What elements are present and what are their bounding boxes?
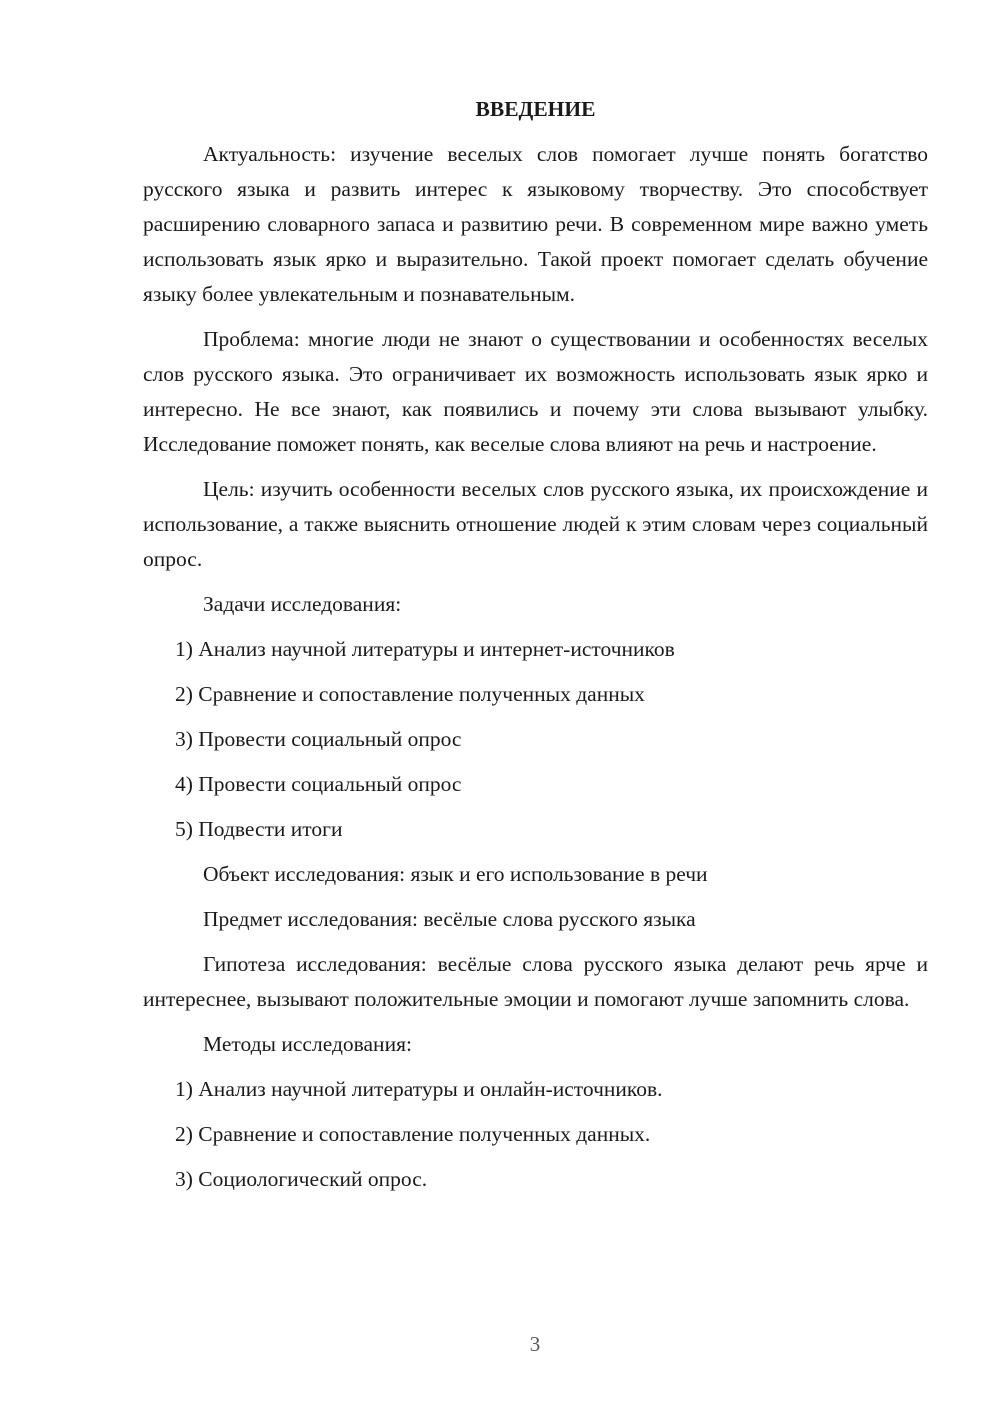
list-item: 5) Подвести итоги: [175, 817, 343, 841]
list-item: 4) Провести социальный опрос: [175, 772, 462, 796]
list-item: 1) Анализ научной литературы и онлайн-источников.: [175, 1077, 663, 1101]
research-object: Объект исследования: язык и его использование в речи: [203, 862, 708, 886]
list-item: 2) Сравнение и сопоставление полученных данных: [175, 682, 645, 706]
methods-heading: Методы исследования:: [203, 1032, 412, 1056]
list-item: 1) Анализ научной литературы и интернет-источников: [175, 637, 675, 661]
list-item: 3) Социологический опрос.: [175, 1167, 428, 1191]
list-item: 3) Провести социальный опрос: [175, 727, 462, 751]
relevance-paragraph: Актуальность: изучение веселых слов помогает лучше понять богатство русского языка и развить интерес к языковому творчеству. Это способствует расширению словарного запаса и развитию речи. В современном мире важно уметь использовать язык ярко и выразительно. Такой проект помогает сделать обучение языку более увлекательным и познавательным.: [143, 142, 928, 306]
problem-paragraph: Проблема: многие люди не знают о существовании и особенностях веселых слов русского языка. Это ограничивает их возможность использовать язык ярко и интересно. Не все знают, как появились и почему эти слова вызывают улыбку. Исследование поможет понять, как веселые слова влияют на речь и настроение.: [143, 327, 928, 456]
research-subject: Предмет исследования: весёлые слова русского языка: [203, 907, 696, 931]
list-item: 2) Сравнение и сопоставление полученных данных.: [175, 1122, 651, 1146]
tasks-heading: Задачи исследования:: [203, 592, 402, 616]
goal-paragraph: Цель: изучить особенности веселых слов русского языка, их происхождение и использование, а также выяснить отношение людей к этим словам через социальный опрос.: [143, 477, 928, 571]
section-title: ВВЕДЕНИЕ: [475, 97, 596, 121]
page-number: 3: [529, 1332, 541, 1356]
hypothesis-paragraph: Гипотеза исследования: весёлые слова русского языка делают речь ярче и интереснее, вызывают положительные эмоции и помогают лучше запомнить слова.: [143, 952, 928, 1011]
document-page: [143, 92, 928, 1207]
